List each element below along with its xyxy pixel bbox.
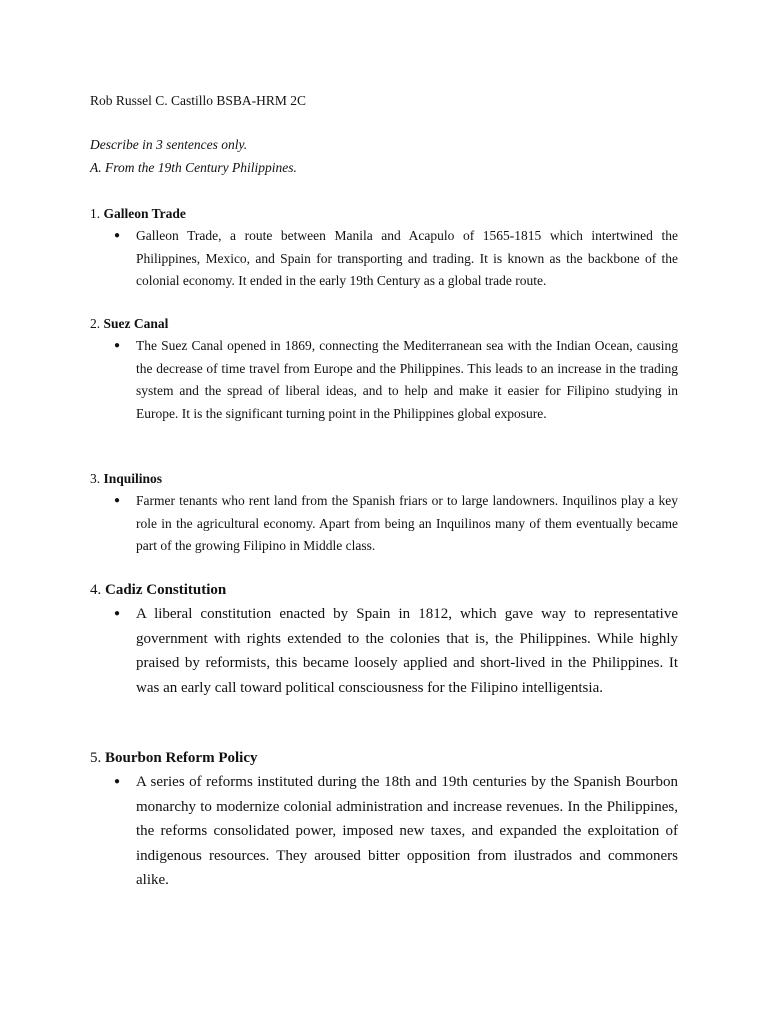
bullet-text: A liberal constitution enacted by Spain in 1812, which gave way to representative government with rights extended to the colonies that is, the Philippines. While highly praised by reformists, this became loosely applied and short-lived in the Philippines. It was an early call toward political consciousness for the Filipino intelligentsia.: [136, 606, 678, 696]
bullet-item: [90, 602, 678, 700]
section-heading: [90, 313, 678, 335]
section-heading: [90, 578, 678, 602]
bullet-item: [90, 225, 678, 293]
subheading-text: A. From the 19th Century Philippines.: [90, 160, 297, 175]
section-heading: [90, 746, 678, 770]
bullet-dot-icon: ●: [114, 495, 121, 506]
section-title: Bourbon Reform Policy: [105, 750, 258, 766]
bullet-text: Farmer tenants who rent land from the Spanish friars or to large landowners. Inquilinos play a key role in the agricultural economy. Apart from being an Inquilinos many of them eventually became part of the growing Filipino in Middle class.: [136, 493, 678, 553]
bullet-text: A series of reforms instituted during the 18th and 19th centuries by the Spanish Bourbon monarchy to modernize colonial administration and increase revenues. In the Philippines, the reforms consolidated power, imposed new taxes, and expanded the exploitation of indigenous resources. They aroused bitter opposition from ilustrados and commoners alike.: [136, 774, 678, 888]
author-line: Rob Russel C. Castillo BSBA-HRM 2C: [90, 93, 307, 108]
section-heading: [90, 468, 678, 490]
section-number: 4.: [90, 582, 102, 598]
section-title: Suez Canal: [103, 316, 169, 331]
section-cadiz-constitution: [90, 578, 678, 700]
section-number: 1.: [90, 206, 101, 221]
section-number: 5.: [90, 750, 102, 766]
bullet-text: The Suez Canal opened in 1869, connecting the Mediterranean sea with the Indian Ocean, causing the decrease of time travel from Europe and the Philippines. This leads to an increase in the trading system and the spread of liberal ideas, and to help and make it easier for Filipino studying in Europe. It is the significant turning point in the Philippines global exposure.: [136, 338, 678, 421]
bullet-text: Galleon Trade, a route between Manila and Acapulo of 1565-1815 which intertwined the Philippines, Mexico, and Spain for transporting and trading. It is known as the backbone of the colonial economy. It ended in the early 19th Century as a global trade route.: [136, 228, 678, 288]
bullet-dot-icon: ●: [114, 776, 121, 787]
section-title: Inquilinos: [103, 471, 163, 486]
section-suez-canal: [90, 313, 678, 425]
section-bourbon-reform-policy: [90, 746, 678, 893]
section-galleon-trade: [90, 203, 678, 293]
bullet-dot-icon: ●: [114, 608, 121, 619]
bullet-dot-icon: ●: [114, 340, 121, 351]
bullet-item: [90, 335, 678, 425]
section-title: Cadiz Constitution: [105, 582, 227, 598]
bullet-item: [90, 770, 678, 893]
bullet-item: [90, 490, 678, 558]
section-inquilinos: [90, 468, 678, 558]
instruction-text: Describe in 3 sentences only.: [90, 137, 248, 152]
section-number: 2.: [90, 316, 101, 331]
section-heading: [90, 203, 678, 225]
bullet-dot-icon: ●: [114, 230, 121, 241]
section-number: 3.: [90, 471, 101, 486]
section-title: Galleon Trade: [103, 206, 186, 221]
